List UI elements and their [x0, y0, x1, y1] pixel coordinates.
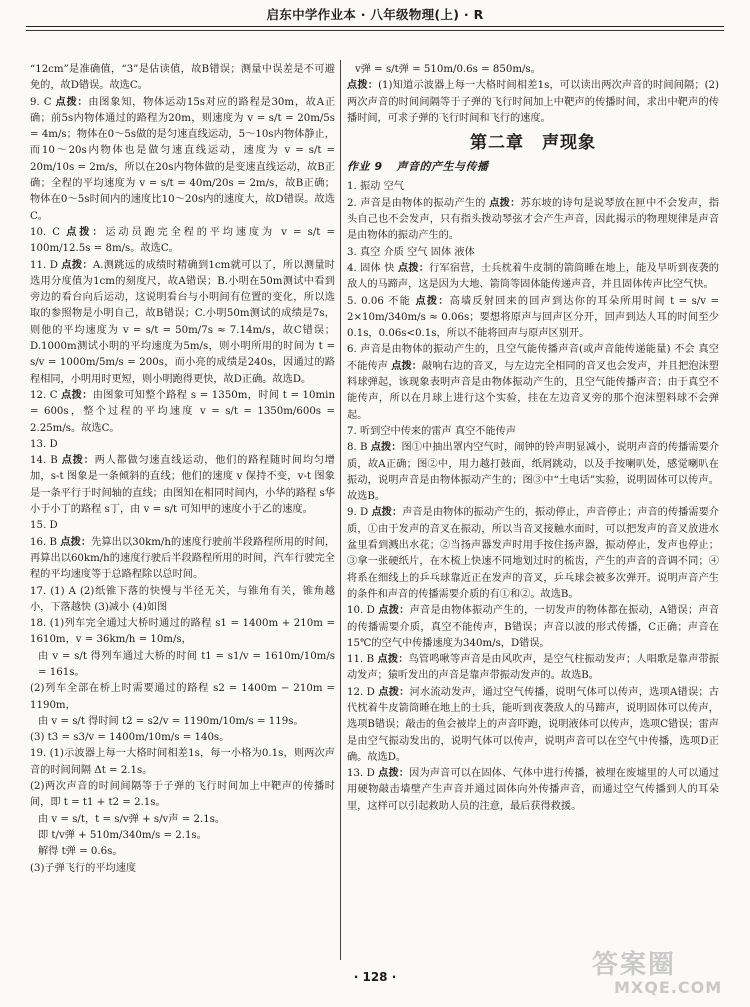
column-divider — [340, 60, 341, 960]
answer-line: “12cm”是准确值，“3”是估读值，故B错误；测量中误差是不可避免的，故D错误。故选C。 — [30, 64, 335, 92]
answer-19-result: v弹 = s/t弹 = 510m/0.6s = 850m/s。 — [355, 64, 541, 75]
hw-answer-2: 2. 声音是由物体的振动产生的 点拨：苏东坡的诗句是说琴放在匣中不会发声，指头自己也不会发声，只有指头拨动琴弦才会产生声音，因此揭示的物理规律是声音是由物体的振动产生的。 — [347, 197, 719, 242]
homework-title: 声音的产生与传播 — [396, 160, 489, 174]
hint-marker: 点拨： — [489, 197, 521, 209]
hint-marker: 点拨： — [61, 389, 93, 401]
hint-marker: 点拨： — [66, 226, 106, 238]
header-rule — [26, 26, 724, 27]
hint-marker: 点拨： — [378, 768, 410, 780]
hw-answer-8: 8. B 点拨：图①中抽出罩内空气时，闹钟的铃声明显减小，说明声音的传播需要介质，故A正确；图②中，用力越打鼓面，纸屑跳动，以及手按喇叭处，感觉喇叭在振动，说明声音是由物体振动产生的；图③中“土电话”实验，说明固体可以传声。故选B。 — [347, 442, 719, 503]
answer-18-part1: 18. (1)列车完全通过大桥时通过的路程 s1 = 1400m + 210m = 1610m，v = 36km/h = 10m/s， — [30, 618, 335, 646]
watermark-logo-text: 答案圈 — [592, 950, 677, 980]
homework-number: 作业 9 — [347, 160, 383, 174]
hint-marker: 点拨： — [391, 360, 422, 372]
answer-14: 14. B 点拨：两人都做匀速直线运动，他们的路程随时间均匀增加，s-t 图象是一条倾斜的直线；他们的速度 v 保持不变，v-t 图象是一条平行于时间轴的直线；由图知在相同时间内，小华的路程 s华 小于小丁的路程 s丁，由 v = s/t 可知甲的速度小于乙的速度。 — [30, 455, 335, 516]
book-title: 启东中学作业本 · 八年级物理(上) · R — [266, 7, 484, 22]
answer-15: 15. D — [30, 520, 58, 532]
hint-marker: 点拨： — [371, 507, 403, 519]
watermark-url: MXQE.COM — [614, 978, 723, 997]
homework-heading — [347, 159, 719, 175]
answer-11: 11. D 点拨：A.测跳远的成绩时精确到1cm就可以了，所以测量时选用分度值为1cm的刻度尺，故A错误；B.小明在50m测试中看到旁边的看台向后运动，这说明看台与小明间有位置的变化，所以选取的参照物是小明自己，故B错误；C.小明50m测试的成绩是7s，则他的平均速度为 v = s/t = 50m/7s ≈ 7.14m/s，故C错误；D.1000m测试小明的平均速度为5m/s，则小明所用的时间为 t = s/v = 1000m/5m/s = 200s，而小亮的成绩是240s，因通过的路程相同，小明用时更短，则小明跑得更快，故D正确。故选D。 — [30, 259, 335, 385]
chapter-title: 第二章 声现象 — [470, 133, 596, 154]
hw-answer-4: 4. 固体 快 点拨：行军宿营，士兵枕着牛皮制的箭筒睡在地上，能及早听到夜袭的敌人的马蹄声，这是因为大地、箭筒等固体能传递声音，并且固体传声比空气快。 — [347, 262, 719, 291]
hw-answer-10: 10. D 点拨：声音是由物体振动产生的，一切发声的物体都在振动，A错误；声音的传播需要介质，真空不能传声，B错误；声音以波的形式传播，C正确；声音在15℃的空气中传播速度为340m/s，D错误。 — [347, 605, 719, 649]
answer-12: 12. C 点拨：由图象可知整个路程 s = 1350m，时间 t = 10min = 600s，整个过程的平均速度 v = s/t = 1350m/600s = 2.25m/s。故选C。 — [30, 389, 335, 434]
answer-19-part3: (3)子弹飞行的平均速度 — [30, 862, 137, 874]
hint-marker: 点拨： — [398, 262, 430, 274]
hw-answer-5: 5. 0.06 不能 点拨：高墙反射回来的回声到达你的耳朵所用时间 t = s/v = 2×10m/340m/s ≈ 0.06s；要想将原声与回声区分开，回声到达人耳的时间至少0.1s，0.06s<0.1s，所以不能将回声与原声区别开。 — [347, 295, 719, 340]
page-header — [0, 0, 750, 34]
header-rule-thin — [26, 30, 724, 31]
answer-17: 17. (1) A (2)纸锥下落的快慢与半径无关，与锥角有关，锥角越小，下落越快 (3)减小 (4)如图 — [30, 585, 335, 613]
right-column — [347, 62, 719, 967]
hint-marker: 点拨： — [378, 686, 410, 698]
hw-answer-11: 11. B 点拨：鸟管鸣啾等声音是由风吹声，是空气柱振动发声；人唱歌是靠声带振动发声；猿听发出的声音是靠声带振动发声的。故选B。 — [347, 654, 719, 682]
answer-19-line: 即 t/v弹 + 510m/340m/s = 2.1s。 — [38, 829, 207, 841]
hint-marker: 点拨： — [55, 96, 89, 108]
page-number: · 128 · — [353, 970, 397, 984]
answer-19-part1: 19. (1)示波器上每一大格时间相差1s，每一小格为0.1s，则两次声音的时间间隔 Δt = 2.1s。 — [30, 748, 335, 776]
answer-9: 9. C 点拨：由图象知，物体运动15s对应的路程是30m，故A正确；前5s内物体通过的路程为20m，则速度为 v = s/t = 20m/5s = 4m/s；物体在0～5s做的是匀速直线运动，5～10s内物体静止，而10～20s内物体也是做匀速直线运动，速度为 v = s/t = 20m/10s = 2m/s，所以在20s内物体做的是变速直线运动，故B正确；全程的平均速度为 v = s/t = 40m/20s = 2m/s，故B正确；物体在0～5s时间内的速度比10～20s内的速度大，故D错误。故选C。 — [30, 96, 335, 222]
answer-13: 13. D — [30, 438, 58, 450]
hw-answer-9: 9. D 点拨：声音是由物体的振动产生的，振动停止，声音停止；声音的传播需要介质，①由于发声的音叉在振动，所以当音叉接触水面时，可以把发声的音叉放进水盆里看到溅出水花；②当扬声器发声时用手按住扬声器，振动停止，发声也停止；③拿一张硬纸片，在木梳上快速不同地划过时的梳齿，产生的声音的音调不同；④将系在细线上的乒乓球靠近正在发声的音叉，乒乓球会被多次弹开。说明声音产生的条件和声音的传播需要介质的有①和②。故选B。 — [347, 507, 719, 600]
answer-18-part3: (3) t3 = s3/v = 1400m/10m/s = 140s。 — [30, 732, 230, 744]
hint-marker: 点拨： — [378, 605, 410, 617]
hw-answer-12: 12. D 点拨：河水流动发声，通过空气传播，说明气体可以传声，选项A错误；古代枕着牛皮箭筒睡在地上的士兵，能听到夜袭敌人的马蹄声，说明固体可以传声，选项B错误；敲击的鱼会被岸上的声音吓跑，说明液体可以传声，选项C错误；雷声是由空气振动发出的，说明气体可以传声，说明声音可以在空气中传播，选项D正确。故选D。 — [347, 686, 719, 763]
hint-marker: 点拨： — [61, 455, 95, 467]
hw-answer-6: 6. 声音是由物体的振动产生的，且空气能传播声音(或声音能传递能量) 不会 真空不能传声 点拨：敲响右边的音叉，与左边完全相同的音叉也会发声，并且把泡沫塑料球弹起，该现象表明声音是由物体振动产生的，且空气能传播声音；由于真空不能传声，所以在月球上进行这个实验，挂在左边音叉旁的那个泡沫塑料球不会弹起。 — [347, 344, 719, 421]
answer-19-tip: 点拨：(1)知道示波器上每一大格时间相差1s，可以读出两次声音的时间间隔；(2)两次声音的时间间隔等于子弹的飞行时间加上中靶声的传播时间，求出中靶声的传播时间，可求子弹的飞行时间和飞行的速度。 — [347, 80, 719, 124]
hint-marker: 点拨： — [61, 259, 93, 271]
hw-answer-13: 13. D 点拨：因为声音可以在固体、气体中进行传播，被埋在废墟里的人可以通过用硬物敲击墙壁产生声音并通过固体向外传播声音，而通过空气传播到人的耳朵里，这样可以引起救助人员的注意，最后获得救援。 — [347, 768, 719, 812]
answer-18-line: 由 v = s/t 得时间 t2 = s2/v = 1190m/10m/s = 119s。 — [38, 715, 304, 727]
answer-19-part2: (2)两次声音的时间间隔等于子弹的飞行时间加上中靶声的传播时间，即 t = t1 + t2 = 2.1s。 — [30, 781, 335, 809]
hint-marker: 点拨： — [377, 654, 409, 666]
answer-18-part2: (2)列车全部在桥上时需要通过的路程 s2 = 1400m − 210m = 1190m， — [30, 683, 335, 711]
answer-10: 10. C 点拨：运动员跑完全程的平均速度为 v = s/t = 100m/12.5s = 8m/s。故选C。 — [30, 226, 335, 255]
answer-19-line: 解得 t弹 = 0.6s。 — [38, 846, 123, 858]
left-column — [30, 62, 335, 967]
hw-answer-7: 7. 听到空中传来的雷声 真空不能传声 — [347, 425, 517, 437]
site-watermark — [592, 951, 732, 1003]
answer-18-line: 由 v = s/t 得列车通过大桥的时间 t1 = s1/v = 1610m/10m/s = 161s。 — [38, 650, 335, 678]
hw-answer-3: 3. 真空 介质 空气 固体 液体 — [347, 246, 475, 258]
hint-marker: 点拨： — [60, 536, 92, 548]
answer-16: 16. B 点拨：先算出以30km/h的速度行驶前半段路程所用的时间，再算出以60km/h的速度行驶后半段路程所用的时间，汽车行驶完全程的平均速度等于总路程除以总时间。 — [30, 536, 335, 581]
hint-marker: 点拨： — [370, 442, 402, 454]
hw-answer-1: 1. 振动 空气 — [347, 181, 404, 193]
hint-marker: 点拨： — [415, 295, 450, 307]
answer-19-line: 由 v = s/t，t = s/v弹 + s/v声 = 2.1s。 — [38, 813, 226, 825]
hint-marker: 点拨： — [347, 80, 379, 92]
